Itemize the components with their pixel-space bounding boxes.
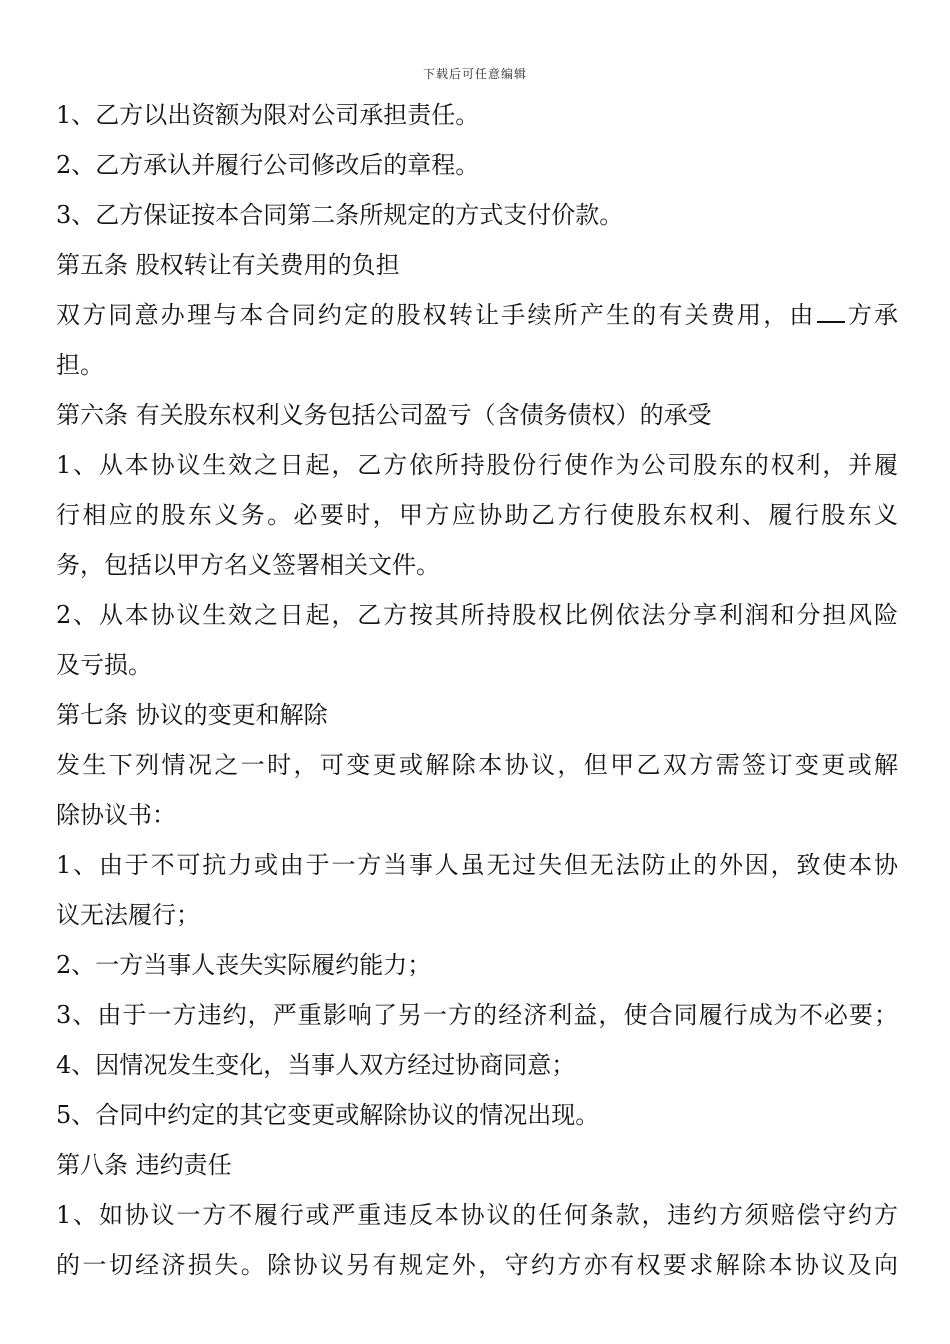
article-7-item-5: 5、合同中约定的其它变更或解除协议的情况出现。 bbox=[56, 1101, 600, 1129]
article-7-item-1-line-1: 1、由于不可抗力或由于一方当事人虽无过失但无法防止的外因，致使本协 bbox=[56, 851, 898, 879]
clause-4-item-3: 3、乙方保证按本合同第二条所规定的方式支付价款。 bbox=[56, 201, 624, 229]
header-note: 下载后可任意编辑 bbox=[422, 67, 527, 81]
article-6-item-1-line-2: 行相应的股东义务。必要时，甲方应协助乙方行使股东权利、履行股东义 bbox=[56, 501, 898, 529]
article-7-heading: 第七条 协议的变更和解除 bbox=[56, 701, 328, 729]
article-5-heading: 第五条 股权转让有关费用的负担 bbox=[56, 251, 400, 279]
article-7-item-2: 2、一方当事人丧失实际履约能力； bbox=[56, 951, 432, 979]
article-8-item-1-line-1: 1、如协议一方不履行或严重违反本协议的任何条款，违约方须赔偿守约方 bbox=[56, 1201, 898, 1229]
article-7-intro-line-1: 发生下列情况之一时，可变更或解除本协议，但甲乙双方需签订变更或解 bbox=[56, 751, 898, 779]
clause-4-item-1: 1、乙方以出资额为限对公司承担责任。 bbox=[56, 101, 480, 129]
article-7-item-3: 3、由于一方违约，严重影响了另一方的经济利益，使合同履行成为不必要； bbox=[56, 1001, 898, 1029]
article-8-item-1-line-2: 的一切经济损失。除协议另有规定外，守约方亦有权要求解除本协议及向 bbox=[56, 1251, 898, 1279]
fill-in-blank bbox=[817, 301, 845, 323]
article-5-text-part-b: 方承 bbox=[845, 301, 899, 329]
clause-4-item-2: 2、乙方承认并履行公司修改后的章程。 bbox=[56, 151, 480, 179]
article-6-item-1-line-3: 务，包括以甲方名义签署相关文件。 bbox=[56, 551, 440, 579]
article-5-text-part-a: 双方同意办理与本合同约定的股权转让手续所产生的有关费用，由 bbox=[56, 301, 816, 329]
article-8-heading: 第八条 违约责任 bbox=[56, 1151, 232, 1179]
article-6-item-1-line-1: 1、从本协议生效之日起，乙方依所持股份行使作为公司股东的权利，并履 bbox=[56, 451, 898, 479]
article-7-item-1-line-2: 议无法履行； bbox=[56, 901, 200, 929]
article-5-text-line-2: 担。 bbox=[56, 351, 104, 379]
document-body bbox=[56, 90, 898, 1290]
article-6-item-2-line-1: 2、从本协议生效之日起，乙方按其所持股权比例依法分享利润和分担风险 bbox=[56, 601, 898, 629]
article-6-heading: 第六条 有关股东权利义务包括公司盈亏（含债务债权）的承受 bbox=[56, 401, 712, 429]
article-5-text-line-1 bbox=[56, 290, 898, 340]
article-6-item-2-line-2: 及亏损。 bbox=[56, 651, 152, 679]
article-7-item-4: 4、因情况发生变化，当事人双方经过协商同意； bbox=[56, 1051, 576, 1079]
article-7-intro-line-2: 除协议书： bbox=[56, 801, 176, 829]
